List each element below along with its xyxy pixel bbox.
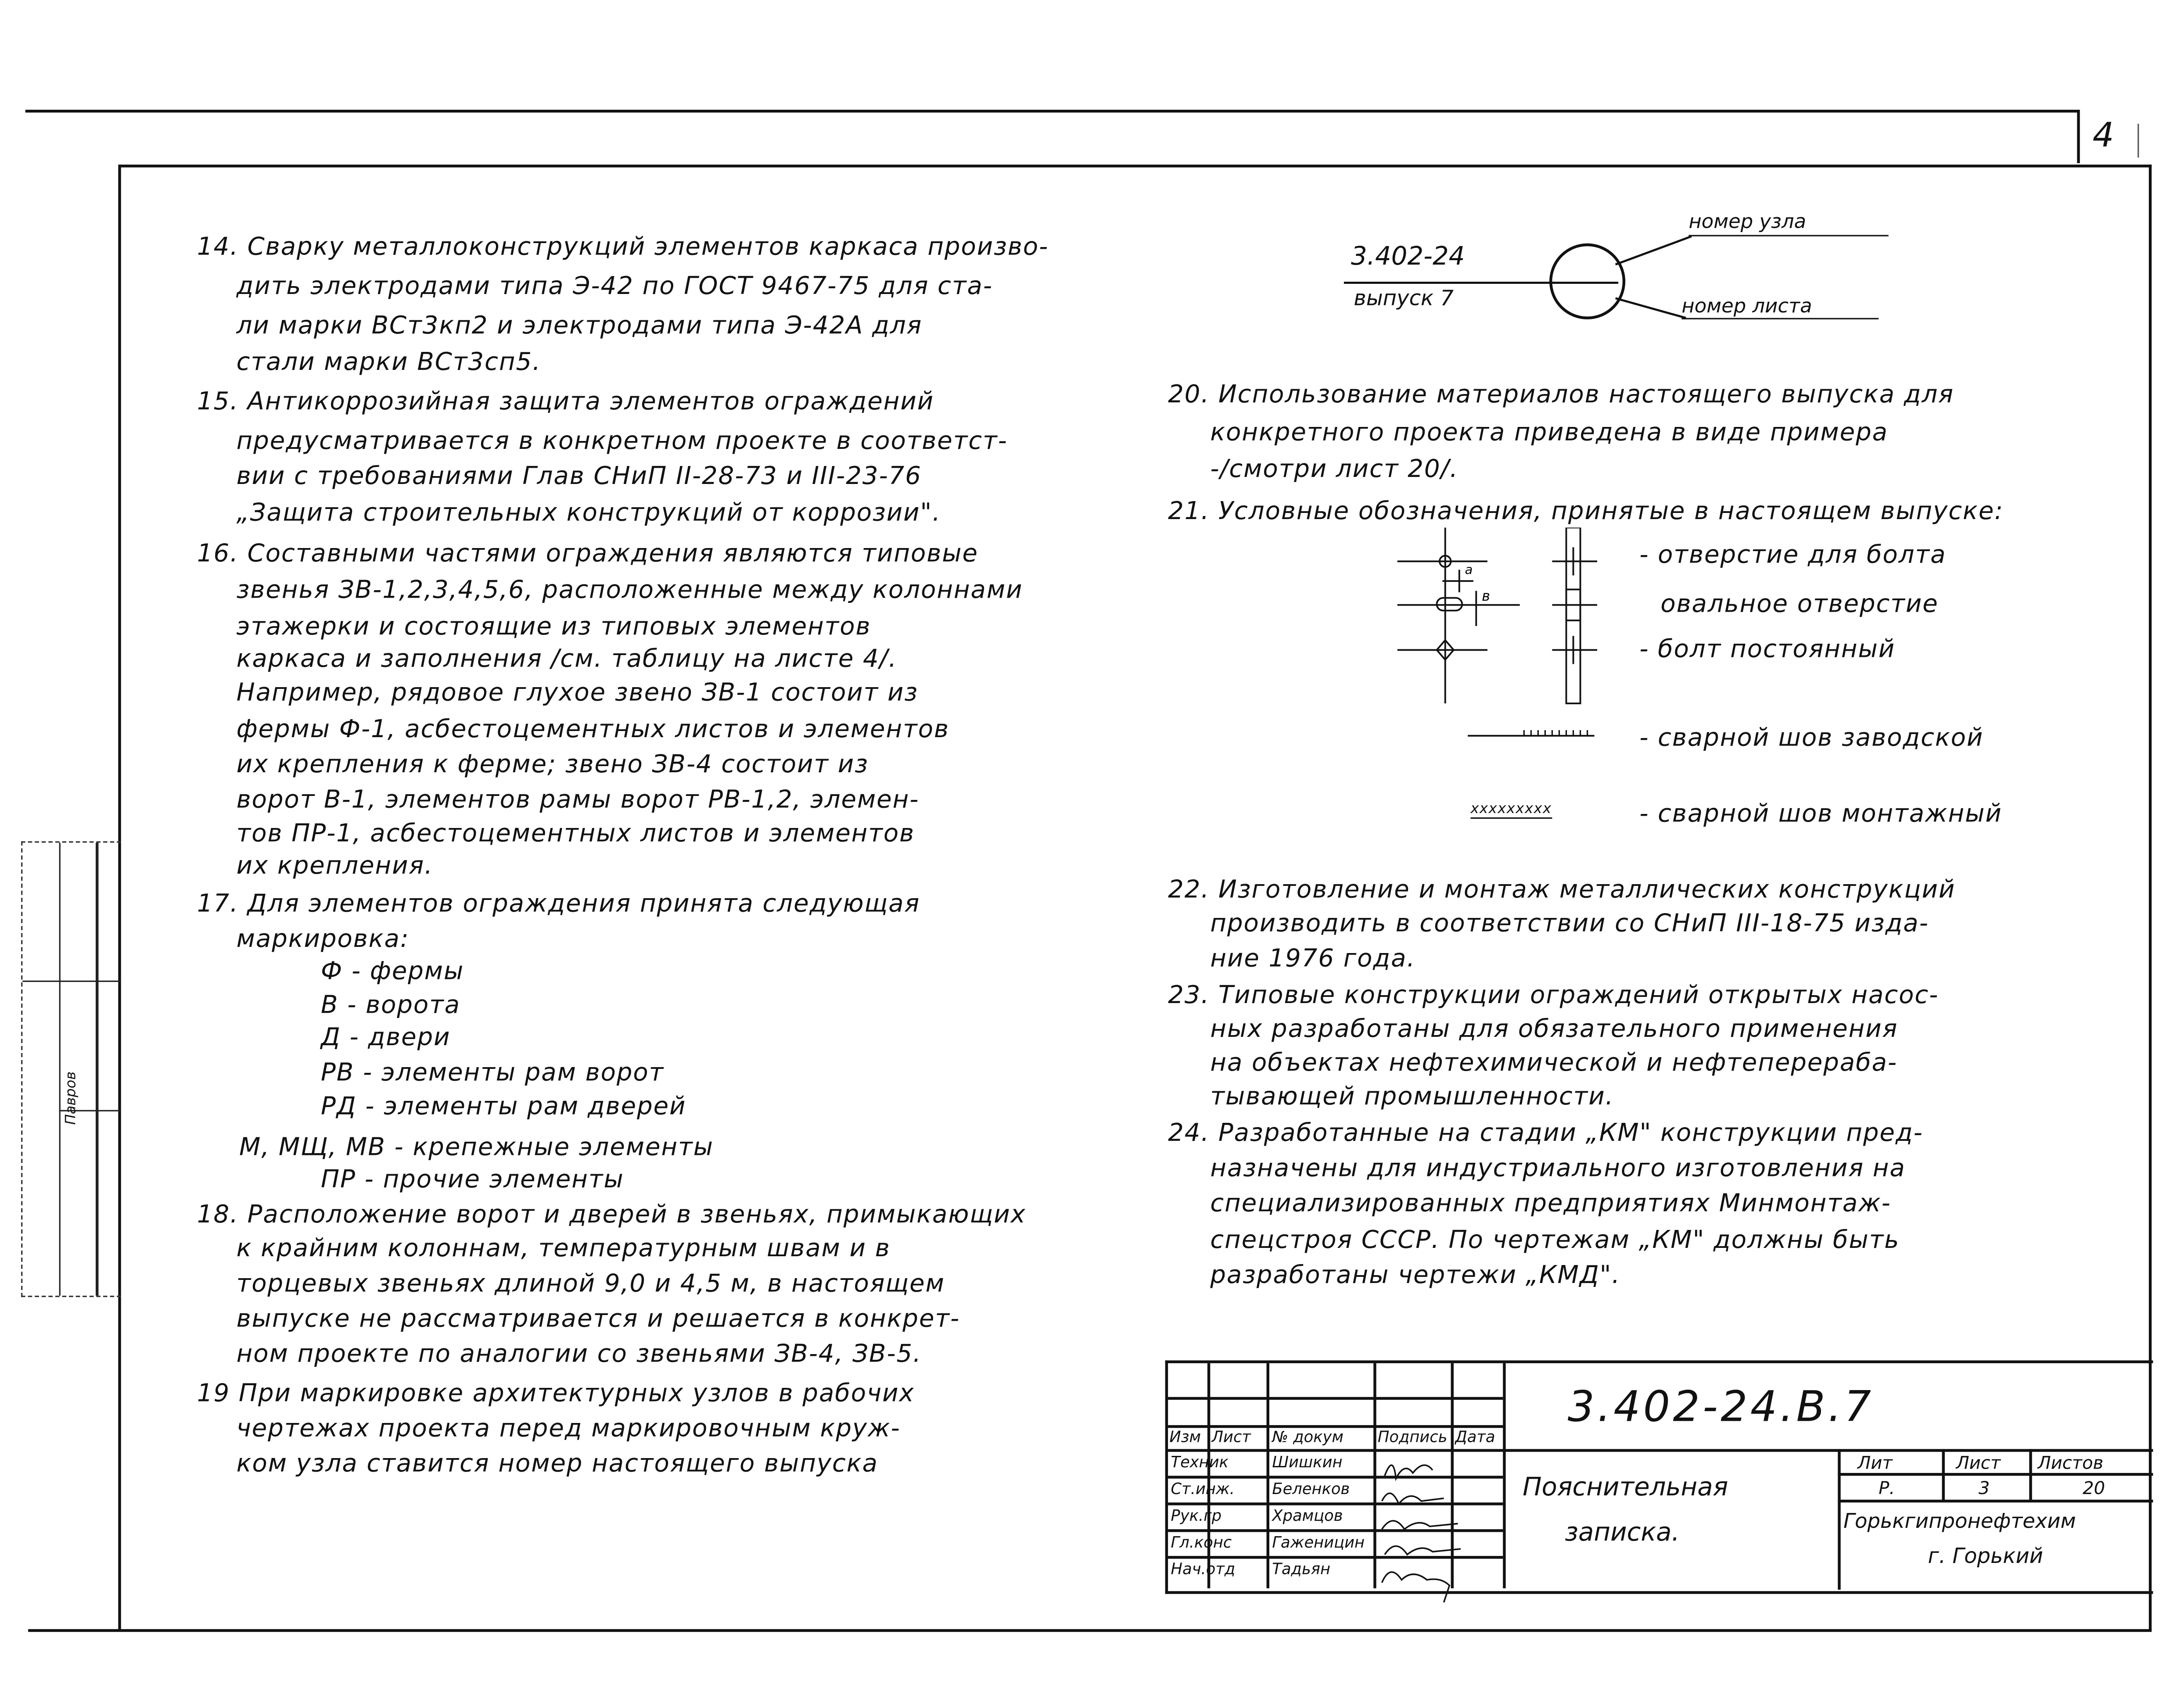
legend-bolt-hole: - отверстие для болта bbox=[1639, 541, 1947, 570]
signatures-icon bbox=[1376, 1451, 1475, 1606]
margin-stamp bbox=[21, 841, 121, 1297]
note-line: ние 1976 года. bbox=[1210, 945, 1416, 974]
sheet-label: Лист bbox=[1956, 1451, 2001, 1473]
marker-issue: выпуск 7 bbox=[1354, 285, 1454, 311]
note-line: В - ворота bbox=[321, 992, 461, 1020]
symbols-diagram bbox=[1386, 527, 1611, 710]
sheet-value: 3 bbox=[1978, 1477, 1990, 1498]
dim-b: в bbox=[1482, 588, 1491, 605]
frame-top bbox=[120, 165, 2152, 167]
note-line: ПР - прочие элементы bbox=[321, 1166, 624, 1195]
frame-bottom bbox=[28, 1629, 2152, 1632]
marker-node-number-label: номер узла bbox=[1688, 211, 1888, 237]
org-city: г. Горький bbox=[1928, 1543, 2044, 1569]
note-line: Например, рядовое глухое звено ЗВ-1 состоит из bbox=[236, 679, 919, 708]
note-line: ком узла ставится номер настоящего выпуска bbox=[236, 1450, 878, 1479]
note-line: звенья ЗВ-1,2,3,4,5,6, расположенные между колоннами bbox=[236, 577, 1023, 605]
note-line: фермы Ф-1, асбестоцементных листов и элементов bbox=[236, 716, 949, 745]
note-line: конкретного проекта приведена в виде примера bbox=[1210, 419, 1888, 448]
note-line: Ф - фермы bbox=[321, 958, 464, 986]
margin-stamp-label: Павров bbox=[64, 1071, 80, 1125]
staff-role: Ст.инж. bbox=[1171, 1480, 1235, 1498]
legend-permanent-bolt: - болт постоянный bbox=[1639, 636, 1896, 664]
note-line: 20. Использование материалов настоящего выпуска для bbox=[1168, 381, 1954, 410]
staff-role: Рук.гр bbox=[1171, 1506, 1222, 1525]
note-line: 15. Антикоррозийная защита элементов ограждений bbox=[197, 388, 934, 417]
note-line: РВ - элементы рам ворот bbox=[321, 1059, 665, 1088]
org-name: Горькгипронефтехим bbox=[1843, 1511, 2076, 1534]
note-line: разработаны чертежи „КМД". bbox=[1210, 1262, 1621, 1290]
header-signature: Подпись bbox=[1377, 1428, 1448, 1446]
staff-name: Храмцов bbox=[1272, 1506, 1343, 1525]
note-line: дить электродами типа Э-42 по ГОСТ 9467-75 для ста- bbox=[236, 273, 993, 301]
note-line: на объектах нефтехимической и нефтеперераба- bbox=[1210, 1049, 1898, 1078]
note-line: 16. Составными частями ограждения являются типовые bbox=[197, 540, 978, 569]
header-sheet: Лист bbox=[1211, 1428, 1251, 1446]
note-line: ворот В-1, элементов рамы ворот РВ-1,2, элемен- bbox=[236, 786, 920, 815]
marker-sheet-number-label: номер листа bbox=[1681, 295, 1879, 319]
note-line: М, МЩ, МВ - крепежные элементы bbox=[239, 1134, 714, 1162]
note-line: вии с требованиями Глав СНиП II-28-73 и III-23-76 bbox=[236, 462, 922, 491]
note-line: маркировка: bbox=[236, 925, 410, 954]
note-line: производить в соответствии со СНиП III-18-75 изда- bbox=[1210, 910, 1929, 939]
staff-role: Нач.отд bbox=[1171, 1560, 1236, 1579]
note-line: 22. Изготовление и монтаж металлических конструкций bbox=[1168, 876, 1956, 905]
note-line: специализированных предприятиях Минмонтаж- bbox=[1210, 1190, 1891, 1219]
staff-name: Шишкин bbox=[1272, 1453, 1343, 1472]
header-change: Изм bbox=[1169, 1428, 1201, 1446]
note-line: 14. Сварку металлоконструкций элементов каркаса произво- bbox=[197, 233, 1049, 262]
lit-value: Р. bbox=[1879, 1477, 1895, 1498]
note-line: их крепления. bbox=[236, 852, 434, 881]
legend-oval-hole: овальное отверстие bbox=[1660, 591, 1939, 619]
note-line: их крепления к ферме; звено ЗВ-4 состоит из bbox=[236, 751, 869, 780]
node-circle-icon bbox=[1337, 225, 1703, 337]
factory-weld-symbol bbox=[1468, 724, 1602, 741]
lit-label: Лит bbox=[1857, 1451, 1893, 1473]
note-line: стали марки ВСт3сп5. bbox=[236, 349, 541, 377]
note-line: этажерки и состоящие из типовых элементов bbox=[236, 613, 871, 642]
note-line: 21. Условные обозначения, принятые в настоящем выпуске: bbox=[1168, 498, 2004, 527]
note-line: спецстроя СССР. По чертежам „КМ" должны быть bbox=[1210, 1226, 1900, 1255]
dim-a: a bbox=[1465, 562, 1473, 577]
marker-series: 3.402-24 bbox=[1351, 242, 1465, 272]
note-line: ли марки ВСт3кп2 и электродами типа Э-42А для bbox=[236, 312, 923, 340]
staff-name: Беленков bbox=[1272, 1480, 1350, 1498]
note-line: назначены для индустриального изготовления на bbox=[1210, 1155, 1906, 1183]
staff-name: Гаженицин bbox=[1272, 1533, 1365, 1552]
top-trim-line bbox=[25, 110, 2079, 112]
note-line: „Защита строительных конструкций от коррозии". bbox=[236, 499, 941, 528]
legend-site-weld: - сварной шов монтажный bbox=[1639, 800, 2002, 829]
note-line: 17. Для элементов ограждения принята следующая bbox=[197, 890, 920, 919]
site-weld-symbol: xxxxxxxxx bbox=[1470, 802, 1552, 819]
page-number: 4 bbox=[2092, 115, 2114, 155]
note-line: чертежах проекта перед маркировочным круж- bbox=[236, 1415, 901, 1444]
sheets-value: 20 bbox=[2083, 1477, 2105, 1498]
note-line: 19 При маркировке архитектурных узлов в рабочих bbox=[197, 1380, 915, 1408]
note-line: 24. Разработанные на стадии „КМ" конструкции пред- bbox=[1168, 1120, 1923, 1148]
note-line: -/смотри лист 20/. bbox=[1210, 455, 1459, 484]
title-block bbox=[1165, 1360, 2153, 1594]
note-line: ном проекте по аналогии со звеньями ЗВ-4, ЗВ-5. bbox=[236, 1340, 922, 1369]
doc-title-line1: Пояснительная bbox=[1523, 1473, 1728, 1503]
doc-title-line2: записка. bbox=[1565, 1518, 1680, 1548]
sheets-label: Листов bbox=[2037, 1451, 2104, 1473]
staff-role: Техник bbox=[1171, 1453, 1228, 1472]
note-line: к крайним колоннам, температурным швам и в bbox=[236, 1235, 891, 1264]
staff-name: Тадьян bbox=[1272, 1560, 1331, 1579]
staff-role: Гл.конс bbox=[1171, 1533, 1232, 1552]
note-line: каркаса и заполнения /см. таблицу на листе 4/. bbox=[236, 645, 898, 674]
note-line: тов ПР-1, асбестоцементных листов и элементов bbox=[236, 820, 915, 849]
header-date: Дата bbox=[1455, 1428, 1495, 1446]
note-line: 18. Расположение ворот и дверей в звеньях, примыкающих bbox=[197, 1201, 1026, 1230]
note-line: ных разработаны для обязательного применения bbox=[1210, 1015, 1898, 1044]
page-number-divider bbox=[2077, 110, 2080, 163]
legend-factory-weld: - сварной шов заводской bbox=[1639, 724, 1984, 753]
edge-mark bbox=[2137, 124, 2139, 158]
note-line: торцевых звеньях длиной 9,0 и 4,5 м, в настоящем bbox=[236, 1270, 945, 1299]
note-line: 23. Типовые конструкции ограждений открытых насос- bbox=[1168, 982, 1939, 1011]
note-line: Д - двери bbox=[321, 1024, 451, 1053]
note-line: предусматривается в конкретном проекте в соответст- bbox=[236, 427, 1008, 456]
note-line: тывающей промышленности. bbox=[1210, 1083, 1614, 1111]
drawing-designation: 3.402-24.В.7 bbox=[1567, 1383, 1874, 1432]
header-doc-number: № докум bbox=[1272, 1428, 1344, 1446]
note-line: выпуске не рассматривается и решается в конкрет- bbox=[236, 1305, 960, 1334]
note-line: РД - элементы рам дверей bbox=[321, 1093, 686, 1122]
